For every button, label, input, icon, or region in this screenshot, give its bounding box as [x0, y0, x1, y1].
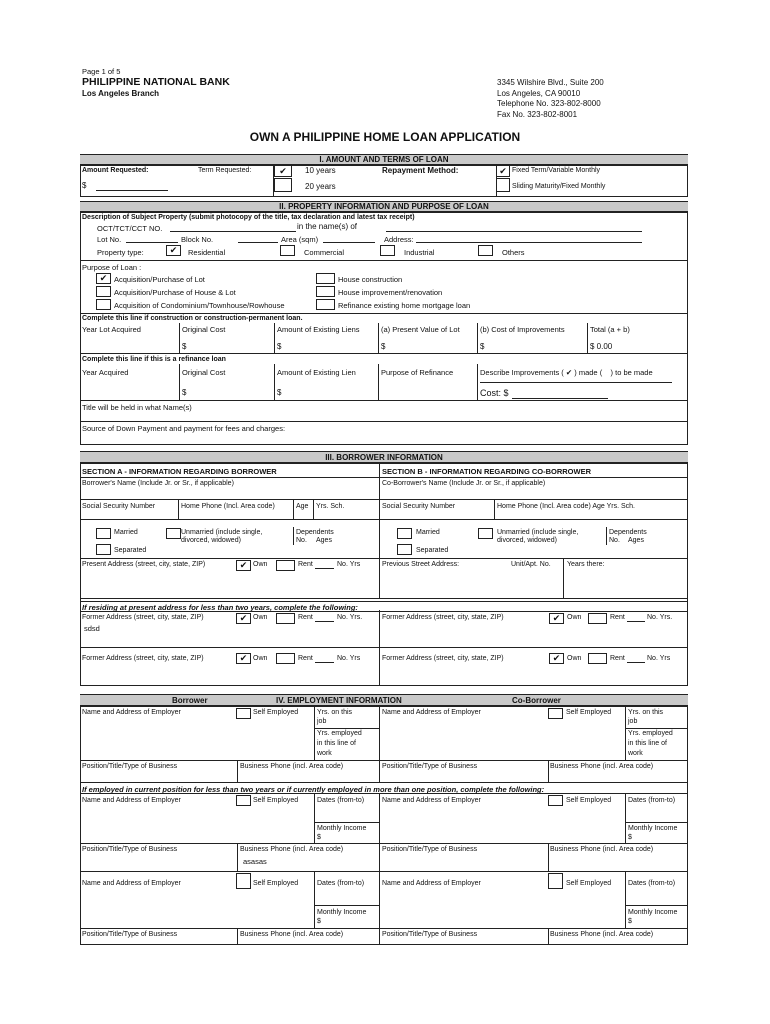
- construction-note: Complete this line if construction or construction-permanent loan.: [82, 315, 303, 322]
- improvements-made-check: ✔: [565, 368, 573, 377]
- self-employed-3-checkbox[interactable]: [236, 873, 251, 889]
- area-input[interactable]: [323, 242, 375, 243]
- form-title: OWN A PHILIPPINE HOME LOAN APPLICATION: [249, 130, 521, 144]
- monthly-income-3-label: Monthly Income: [317, 909, 367, 916]
- area-label: Area (sqm): [281, 235, 319, 244]
- others-checkbox[interactable]: [478, 245, 493, 256]
- purpose-lot-label: Acquisition/Purchase of Lot: [114, 275, 205, 284]
- coborrower-name-label: Co-Borrower's Name (Include Jr. or Sr., if applicable): [382, 480, 546, 487]
- borrower-name-label: Borrower's Name (Include Jr. or Sr., if applicable): [82, 480, 234, 487]
- purpose-improvement-checkbox[interactable]: [316, 286, 335, 297]
- employer-2-label: Name and Address of Employer: [82, 797, 181, 804]
- sliding-maturity-label: Sliding Maturity/Fixed Monthly: [512, 183, 606, 190]
- previous-address-label: Previous Street Address:: [382, 561, 460, 568]
- bank-address-line1: 3345 Wilshire Blvd., Suite 200: [497, 78, 604, 87]
- unit-apt-label: Unit/Apt. No.: [511, 561, 551, 568]
- co-employer-2-label: Name and Address of Employer: [382, 797, 481, 804]
- lot-no-input[interactable]: [126, 242, 178, 243]
- yrs-job-label: Yrs. on this: [317, 709, 353, 716]
- co-self-employed-checkbox[interactable]: [548, 708, 563, 719]
- branch-name: Los Angeles Branch: [82, 89, 160, 98]
- original-cost-currency: $: [182, 342, 187, 351]
- purpose-construction-checkbox[interactable]: [316, 273, 335, 284]
- co-business-phone-2-label: Business Phone (incl. Area code): [550, 846, 654, 853]
- describe-improvements-label: Describe Improvements ( ✔ ) made ( ) to be made: [480, 368, 653, 377]
- co-business-phone-label: Business Phone (incl. Area code): [550, 763, 654, 770]
- fixed-term-checkbox[interactable]: ✔: [496, 165, 510, 177]
- present-address-label: Present Address (street, city, state, ZIP): [82, 561, 206, 568]
- section-3-heading: III. BORROWER INFORMATION: [80, 451, 688, 463]
- yrs-job-label-2: job: [317, 718, 327, 725]
- unmarried-checkbox[interactable]: [166, 528, 181, 539]
- section-b-heading: SECTION B - INFORMATION REGARDING CO-BORROWER: [382, 467, 592, 476]
- term-10-label: 10 years: [305, 166, 336, 175]
- former-own-label: Own: [253, 614, 268, 621]
- refinance-note: Complete this line if this is a refinance loan: [82, 356, 226, 363]
- dates-label: Dates (from-to): [317, 797, 365, 804]
- co-married-checkbox[interactable]: [397, 528, 412, 539]
- self-employed-2-checkbox[interactable]: [236, 795, 251, 806]
- cost-improvements-currency: $: [480, 342, 485, 351]
- lot-no-label: Lot No.: [97, 235, 122, 244]
- dependents-label: Dependents: [296, 529, 334, 536]
- repayment-method-label: Repayment Method:: [382, 166, 459, 175]
- co-former2-rent-checkbox[interactable]: [588, 653, 607, 664]
- dates-3-label: Dates (from-to): [317, 880, 365, 887]
- former2-own-checkbox[interactable]: ✔: [236, 653, 251, 664]
- purpose-refinance-label: Refinance existing home mortgage loan: [338, 301, 471, 310]
- yrs-employed-label: Yrs. employed: [317, 730, 362, 737]
- industrial-checkbox[interactable]: [380, 245, 395, 256]
- self-employed-3-label: Self Employed: [253, 880, 299, 887]
- purpose-condo-checkbox[interactable]: [96, 299, 111, 310]
- address-label: Address:: [384, 235, 414, 244]
- yrs-employed-label-3: work: [317, 750, 332, 757]
- married-label: Married: [114, 529, 138, 536]
- bank-name: PHILIPPINE NATIONAL BANK: [82, 76, 230, 88]
- section-4-heading-bar: [80, 694, 688, 706]
- monthly-income-3-currency: $: [317, 918, 321, 925]
- home-phone-label: Home Phone (Incl. Area code): [181, 503, 275, 510]
- section-4-heading: IV. EMPLOYMENT INFORMATION: [276, 696, 402, 705]
- dependents-ages-label: Ages: [316, 537, 332, 544]
- former-address-label: Former Address (street, city, state, ZIP): [82, 614, 204, 621]
- purpose-lot-checkbox[interactable]: ✔: [96, 273, 111, 284]
- current-position-note: If employed in current position for less than two years or if currently employed in more than one position, complete the following:: [82, 785, 545, 794]
- section-2-heading: II. PROPERTY INFORMATION AND PURPOSE OF LOAN: [80, 201, 688, 212]
- monthly-income-label: Monthly Income: [317, 825, 367, 832]
- co-self-employed-label: Self Employed: [566, 709, 612, 716]
- co-self-employed-2-checkbox[interactable]: [548, 795, 563, 806]
- bank-fax: Fax No. 323-802-8001: [497, 110, 578, 119]
- co-dates-3-label: Dates (from-to): [628, 880, 676, 887]
- business-phone-3-label: Business Phone (incl. Area code): [240, 931, 344, 938]
- term-20-label: 20 years: [305, 182, 336, 191]
- sliding-maturity-checkbox[interactable]: [496, 178, 510, 192]
- yrs-sch-label: Yrs. Sch.: [316, 503, 345, 510]
- refi-original-cost-label: Original Cost: [182, 368, 226, 377]
- co-former-rent-label: Rent: [610, 614, 625, 621]
- yrs-employed-label-2: in this line of: [317, 740, 356, 747]
- block-no-label: Block No.: [181, 235, 214, 244]
- co-former-address-label: Former Address (street, city, state, ZIP): [382, 614, 504, 621]
- purpose-house-lot-label: Acquisition/Purchase of House & Lot: [114, 288, 236, 297]
- existing-liens-currency: $: [277, 342, 282, 351]
- purpose-construction-label: House construction: [338, 275, 403, 284]
- oct-input[interactable]: [170, 231, 296, 232]
- co-separated-label: Separated: [416, 547, 449, 554]
- page-number: Page 1 of 5: [82, 67, 121, 76]
- amount-currency: $: [82, 181, 87, 190]
- coborrower-column-heading: Co-Borrower: [512, 696, 561, 705]
- present-own-checkbox[interactable]: ✔: [236, 560, 251, 571]
- ssn-label: Social Security Number: [82, 503, 156, 510]
- former-address-2-label: Former Address (street, city, state, ZIP): [82, 655, 204, 662]
- co-former-own-checkbox[interactable]: ✔: [549, 613, 564, 624]
- former-rent-label: Rent: [298, 614, 313, 621]
- cost-improvements-label: (b) Cost of Improvements: [480, 325, 565, 334]
- section-4-frame: [80, 706, 688, 945]
- co-former-no-yrs-label: No. Yrs.: [647, 614, 673, 621]
- self-employed-2-label: Self Employed: [253, 797, 299, 804]
- former2-no-yrs-label: No. Yrs: [337, 655, 361, 662]
- co-monthly-income-3-currency: $: [628, 918, 632, 925]
- present-rent-checkbox[interactable]: [276, 560, 295, 571]
- co-former-own-label: Own: [567, 614, 582, 621]
- co-dependents-no-label: No.: [609, 537, 620, 544]
- property-type-label: Property type:: [97, 248, 144, 257]
- co-home-phone-label: Home Phone (Incl. Area code) Age Yrs. Sch.: [497, 503, 636, 510]
- purpose-refinance-checkbox[interactable]: [316, 299, 335, 310]
- purpose-improvement-label: House improvement/renovation: [338, 288, 443, 297]
- address-input[interactable]: [416, 242, 642, 243]
- term-requested-label: Term Requested:: [198, 167, 252, 174]
- amount-requested-label: Amount Requested:: [82, 167, 149, 174]
- refi-original-cost-currency: $: [182, 388, 187, 397]
- bank-address-line2: Los Angeles, CA 90010: [497, 89, 581, 98]
- co-unmarried-label: Unmarried (include single,: [497, 529, 579, 536]
- fixed-term-label: Fixed Term/Variable Monthly: [512, 167, 601, 174]
- employer-label: Name and Address of Employer: [82, 709, 181, 716]
- others-label: Others: [502, 248, 525, 257]
- position-3-label: Position/Title/Type of Business: [82, 931, 178, 938]
- co-business-phone-3-label: Business Phone (incl. Area code): [550, 931, 654, 938]
- co-self-employed-2-label: Self Employed: [566, 797, 612, 804]
- age-label: Age: [296, 503, 309, 510]
- present-value-currency: $: [381, 342, 386, 351]
- describe-improvements-input[interactable]: [480, 382, 672, 383]
- co-yrs-job-label: Yrs. on this: [628, 709, 664, 716]
- co-former2-own-label: Own: [567, 655, 582, 662]
- block-no-input[interactable]: [238, 242, 278, 243]
- co-position-label: Position/Title/Type of Business: [382, 763, 478, 770]
- property-description-label: Description of Subject Property (submit photocopy of the title, tax declaration and latest tax receipt): [82, 214, 415, 221]
- in-the-names-of-label: in the name(s) of: [297, 222, 358, 231]
- former2-rent-checkbox[interactable]: [276, 653, 295, 664]
- co-separated-checkbox[interactable]: [397, 544, 412, 555]
- co-former2-rent-label: Rent: [610, 655, 625, 662]
- co-self-employed-3-checkbox[interactable]: [548, 873, 563, 889]
- existing-lien-label: Amount of Existing Lien: [277, 368, 356, 377]
- unmarried-label: Unmarried (include single,: [181, 529, 263, 536]
- business-phone-2-value[interactable]: asasas: [243, 857, 267, 866]
- former-own-checkbox[interactable]: ✔: [236, 613, 251, 624]
- present-years-input[interactable]: [315, 568, 334, 569]
- present-no-yrs-label: No. Yrs: [337, 561, 361, 568]
- borrower-column-heading: Borrower: [172, 696, 208, 705]
- business-phone-2-label: Business Phone (incl. Area code): [240, 846, 344, 853]
- former2-years-input[interactable]: [315, 662, 334, 663]
- married-checkbox[interactable]: [96, 528, 111, 539]
- separated-checkbox[interactable]: [96, 544, 111, 555]
- co-position-3-label: Position/Title/Type of Business: [382, 931, 478, 938]
- self-employed-label: Self Employed: [253, 709, 299, 716]
- co-yrs-employed-label: Yrs. employed: [628, 730, 673, 737]
- co-married-label: Married: [416, 529, 440, 536]
- title-held-label: Title will be held in what Name(s): [82, 403, 192, 412]
- term-10-checkbox[interactable]: ✔: [274, 165, 292, 177]
- co-former2-no-yrs-label: No. Yrs: [647, 655, 671, 662]
- co-former-address-2-label: Former Address (street, city, state, ZIP): [382, 655, 504, 662]
- present-value-label: (a) Present Value of Lot: [381, 325, 460, 334]
- purpose-condo-label: Acquisition of Condominium/Townhouse/Rowhouse: [114, 301, 285, 310]
- bank-phone: Telephone No. 323-802-8000: [497, 99, 601, 108]
- co-monthly-income-currency: $: [628, 834, 632, 841]
- dependents-no-label: No.: [296, 537, 307, 544]
- source-down-payment-label: Source of Down Payment and payment for fees and charges:: [82, 424, 286, 433]
- employer-3-label: Name and Address of Employer: [82, 880, 181, 887]
- names-input[interactable]: [386, 231, 642, 232]
- co-former-years-input[interactable]: [627, 621, 645, 622]
- former-rent-checkbox[interactable]: [276, 613, 295, 624]
- purpose-refinance-text-label: Purpose of Refinance: [381, 368, 454, 377]
- purpose-house-lot-checkbox[interactable]: [96, 286, 111, 297]
- co-dependents-ages-label: Ages: [628, 537, 644, 544]
- position-label: Position/Title/Type of Business: [82, 763, 178, 770]
- former2-own-label: Own: [253, 655, 268, 662]
- former-address-value[interactable]: sdsd: [84, 624, 100, 633]
- co-yrs-job-label-2: job: [628, 718, 638, 725]
- co-unmarried-checkbox[interactable]: [478, 528, 493, 539]
- co-monthly-income-label: Monthly Income: [628, 825, 678, 832]
- total-value: $ 0.00: [590, 342, 613, 351]
- co-unmarried-label-2: divorced, widowed): [497, 537, 557, 544]
- co-dependents-label: Dependents: [609, 529, 647, 536]
- oct-label: OCT/TCT/CCT NO.: [97, 224, 163, 233]
- co-former-rent-checkbox[interactable]: [588, 613, 607, 624]
- former-no-yrs-label: No. Yrs.: [337, 614, 363, 621]
- section-a-heading: SECTION A - INFORMATION REGARDING BORROWER: [82, 467, 277, 476]
- co-employer-label: Name and Address of Employer: [382, 709, 481, 716]
- co-yrs-employed-label-3: work: [628, 750, 643, 757]
- co-position-2-label: Position/Title/Type of Business: [382, 846, 478, 853]
- existing-liens-label: Amount of Existing Liens: [277, 325, 360, 334]
- separated-label: Separated: [114, 547, 147, 554]
- term-20-checkbox[interactable]: [274, 178, 292, 192]
- year-acquired-label: Year Acquired: [82, 368, 129, 377]
- co-former2-own-checkbox[interactable]: ✔: [549, 653, 564, 664]
- commercial-label: Commercial: [304, 248, 345, 257]
- former2-rent-label: Rent: [298, 655, 313, 662]
- self-employed-checkbox[interactable]: [236, 708, 251, 719]
- years-there-label: Years there:: [567, 561, 605, 568]
- year-lot-acquired-label: Year Lot Acquired: [82, 325, 141, 334]
- monthly-income-currency: $: [317, 834, 321, 841]
- refi-cost-label: Cost: $: [480, 388, 509, 398]
- purpose-of-loan-label: Purpose of Loan :: [82, 263, 142, 272]
- residential-checkbox[interactable]: ✔: [166, 245, 181, 256]
- co-yrs-employed-label-2: in this line of: [628, 740, 667, 747]
- amount-requested-input[interactable]: [96, 190, 168, 191]
- co-self-employed-3-label: Self Employed: [566, 880, 612, 887]
- original-cost-label: Original Cost: [182, 325, 226, 334]
- industrial-label: Industrial: [404, 248, 435, 257]
- residing-note: If residing at present address for less than two years, complete the following:: [82, 603, 358, 612]
- business-phone-label: Business Phone (incl. Area code): [240, 763, 344, 770]
- commercial-checkbox[interactable]: [280, 245, 295, 256]
- co-employer-3-label: Name and Address of Employer: [382, 880, 481, 887]
- co-dates-label: Dates (from-to): [628, 797, 676, 804]
- co-monthly-income-3-label: Monthly Income: [628, 909, 678, 916]
- unmarried-label-2: divorced, widowed): [181, 537, 241, 544]
- residential-label: Residential: [188, 248, 226, 257]
- former-years-input[interactable]: [315, 621, 334, 622]
- position-2-label: Position/Title/Type of Business: [82, 846, 178, 853]
- co-former2-years-input[interactable]: [627, 662, 645, 663]
- refi-cost-input[interactable]: [512, 398, 608, 399]
- present-rent-label: Rent: [298, 561, 313, 568]
- total-label: Total (a + b): [590, 325, 630, 334]
- co-ssn-label: Social Security Number: [382, 503, 456, 510]
- refi-existing-lien-currency: $: [277, 388, 282, 397]
- section-1-heading: I. AMOUNT AND TERMS OF LOAN: [80, 154, 688, 165]
- present-own-label: Own: [253, 561, 268, 568]
